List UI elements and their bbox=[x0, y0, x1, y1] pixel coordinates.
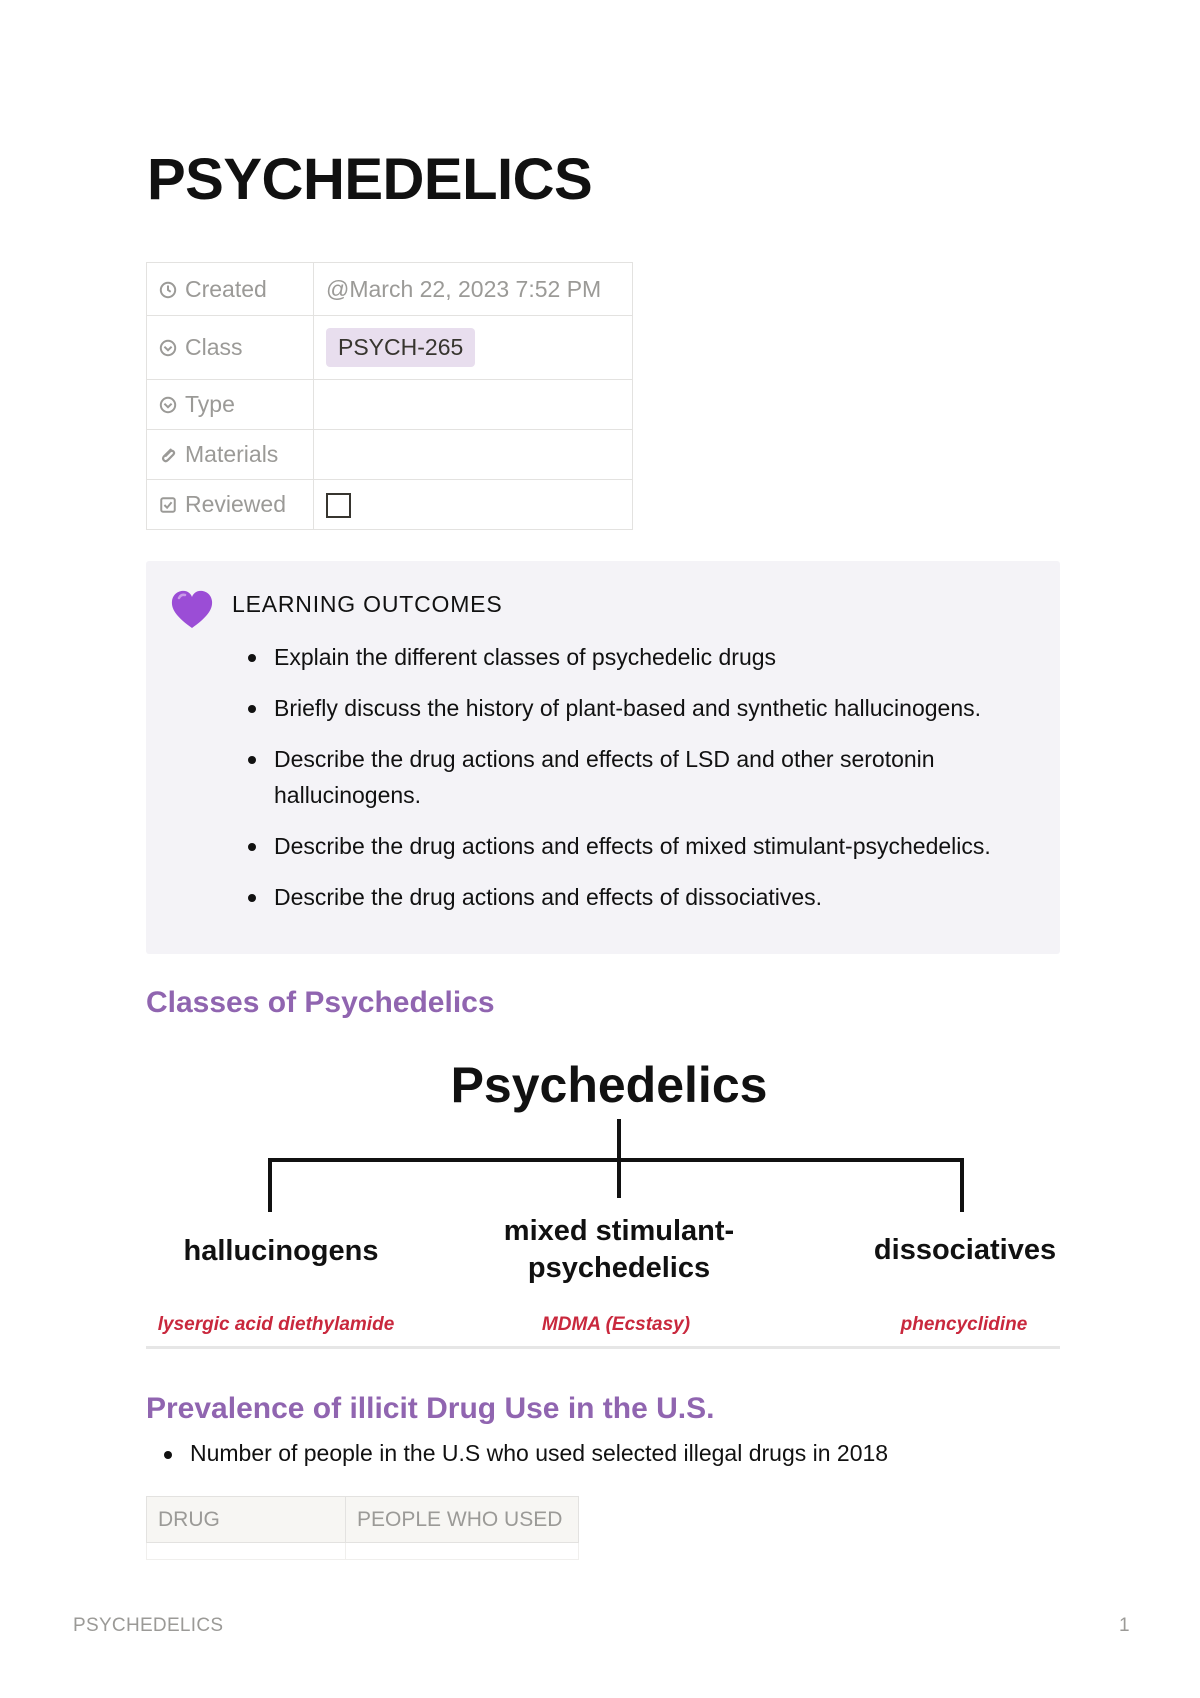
select-icon bbox=[159, 339, 177, 357]
list-item: Explain the different classes of psychedelic drugs bbox=[248, 639, 1048, 675]
property-label: Created bbox=[185, 275, 267, 302]
property-row-class bbox=[147, 316, 633, 380]
property-row-type bbox=[147, 380, 633, 430]
footer-title: PSYCHEDELICS bbox=[73, 1615, 224, 1636]
list-item: Describe the drug actions and effects of mixed stimulant-psychedelics. bbox=[248, 828, 1048, 864]
checkbox-icon bbox=[159, 496, 177, 514]
property-value-materials[interactable] bbox=[314, 430, 633, 480]
class-tag[interactable]: PSYCH-265 bbox=[326, 328, 475, 367]
page-title: PSYCHEDELICS bbox=[147, 147, 593, 212]
table-header-row bbox=[147, 1497, 579, 1543]
table-cell[interactable] bbox=[147, 1543, 346, 1560]
list-item: Describe the drug actions and effects of LSD and other serotonin hallucinogens. bbox=[248, 741, 1048, 813]
property-label-cell bbox=[147, 380, 314, 430]
property-row-created bbox=[147, 263, 633, 316]
callout-heading: LEARNING OUTCOMES bbox=[232, 591, 503, 617]
learning-outcomes-callout bbox=[146, 561, 1060, 954]
property-row-materials bbox=[147, 430, 633, 480]
property-value-type[interactable] bbox=[314, 380, 633, 430]
property-label-cell bbox=[147, 480, 314, 530]
example-lsd: lysergic acid diethylamide bbox=[157, 1314, 395, 1335]
property-label: Type bbox=[185, 391, 235, 417]
diagram-connectors bbox=[146, 1056, 1060, 1348]
table-cell[interactable] bbox=[346, 1543, 579, 1560]
list-item: Briefly discuss the history of plant-based and synthetic hallucinogens. bbox=[248, 690, 1048, 726]
learning-outcomes-list bbox=[248, 639, 1048, 930]
node-dissociatives: dissociatives bbox=[873, 1234, 1057, 1266]
example-mdma: MDMA (Ecstasy) bbox=[541, 1314, 691, 1335]
property-label: Class bbox=[185, 334, 243, 360]
reviewed-checkbox[interactable] bbox=[326, 493, 351, 518]
purple-heart-icon bbox=[170, 589, 214, 631]
property-value-class[interactable] bbox=[314, 316, 633, 380]
drug-use-table bbox=[146, 1496, 579, 1560]
property-value-reviewed bbox=[314, 480, 633, 530]
column-header-drug[interactable]: DRUG bbox=[147, 1497, 346, 1543]
diagram-root-label: Psychedelics bbox=[450, 1057, 768, 1113]
property-label: Materials bbox=[185, 441, 279, 467]
property-row-reviewed bbox=[147, 480, 633, 530]
properties-table bbox=[146, 262, 633, 530]
select-icon bbox=[159, 396, 177, 414]
paperclip-icon bbox=[159, 446, 177, 464]
list-item: Number of people in the U.S who used selected illegal drugs in 2018 bbox=[164, 1440, 888, 1467]
property-label-cell bbox=[147, 316, 314, 380]
property-label-cell bbox=[147, 430, 314, 480]
prevalence-heading: Prevalence of illicit Drug Use in the U.S. bbox=[146, 1392, 715, 1425]
example-phencyclidine: phencyclidine bbox=[900, 1314, 1028, 1335]
diagram-bottom-border bbox=[146, 1346, 1060, 1349]
psychedelics-classification-diagram bbox=[146, 1056, 1060, 1348]
node-hallucinogens: hallucinogens bbox=[183, 1235, 379, 1267]
column-header-people-who-used[interactable]: PEOPLE WHO USED bbox=[346, 1497, 579, 1543]
classes-heading: Classes of Psychedelics bbox=[146, 986, 495, 1019]
list-item: Describe the drug actions and effects of dissociatives. bbox=[248, 879, 1048, 915]
property-label: Reviewed bbox=[185, 491, 286, 517]
property-label-cell bbox=[147, 263, 314, 316]
property-value-created[interactable]: @March 22, 2023 7:52 PM bbox=[314, 263, 633, 316]
page-number: 1 bbox=[1119, 1615, 1130, 1636]
table-row bbox=[147, 1543, 579, 1560]
node-mixed-stimulant-psychedelics: mixed stimulant- psychedelics bbox=[503, 1215, 735, 1284]
clock-icon bbox=[159, 281, 177, 299]
